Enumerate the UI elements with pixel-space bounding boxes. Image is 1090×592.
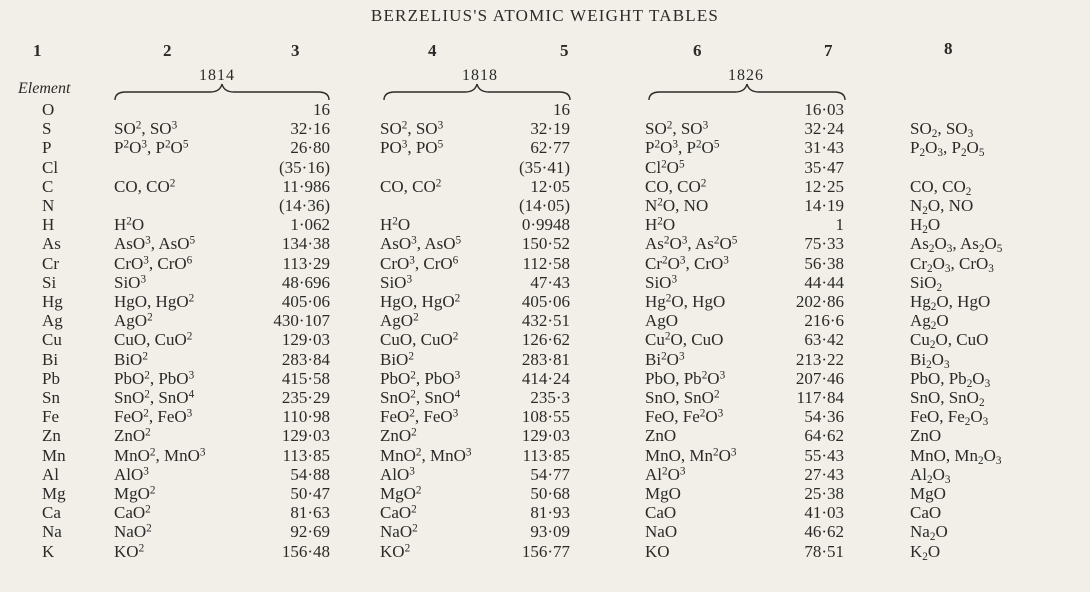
- formula-1814-cell: AsO$^3$, AsO$^5$: [114, 234, 196, 254]
- year-label-1818: 1818: [462, 67, 498, 84]
- formula-1826-cell: $Bi^2O^3$: [645, 349, 685, 369]
- weight-1814-cell: 113·85: [282, 445, 330, 465]
- weight-1826-cell: 41·03: [804, 503, 844, 523]
- weight-1814-cell: 26·80: [290, 138, 330, 158]
- formula-1814-cell: SnO$^2$, SnO$^4$: [114, 388, 195, 407]
- weight-1814-cell: 16: [313, 100, 330, 119]
- modern-formula-cell: $Bi_2O_3$: [910, 349, 950, 371]
- modern-formula-cell: $As_2O_3$, $As_2O_5$: [910, 234, 1003, 256]
- formula-1814-cell: SiO$^3$: [114, 272, 147, 292]
- formula-1826-cell: $Cr^2O^3$, CrO$^3$: [645, 253, 729, 273]
- formula-1818-cell: CO, $CO^2$: [380, 176, 442, 196]
- column-number-6: 6: [693, 41, 702, 60]
- element-cell: Bi: [42, 349, 59, 369]
- table-row: [0, 120, 1090, 138]
- element-cell: Zn: [42, 426, 61, 446]
- element-cell: O: [42, 100, 55, 119]
- column-number-5: 5: [560, 41, 569, 60]
- modern-formula-cell: CaO: [910, 503, 942, 523]
- weight-1814-cell: 110·98: [282, 407, 330, 427]
- formula-1814-cell: AgO$^2$: [114, 311, 153, 331]
- weight-1818-cell: 150·52: [521, 234, 570, 254]
- formula-1826-cell: $Al^2O^3$: [645, 464, 686, 484]
- formula-1818-cell: AlO$^3$: [380, 464, 415, 484]
- element-cell: Sn: [42, 388, 60, 407]
- formula-1814-cell: AlO$^3$: [114, 464, 149, 484]
- weight-1818-cell: 235·3: [530, 388, 570, 407]
- table-row: [0, 522, 1090, 544]
- weight-1818-cell: 62·77: [530, 138, 570, 158]
- weight-1814-cell: 32·16: [290, 119, 330, 139]
- table-row: [0, 485, 1090, 503]
- weight-1818-cell: 432·51: [521, 311, 570, 331]
- table-row: [0, 159, 1090, 177]
- element-cell: Si: [42, 272, 57, 292]
- table-row: [0, 330, 1090, 352]
- modern-formula-cell: ZnO: [910, 426, 942, 446]
- modern-formula-cell: $Ag_2O$: [910, 311, 949, 332]
- formula-1818-cell: $SO^2$, $SO^3$: [380, 119, 444, 139]
- modern-formula-cell: $H_2O$: [910, 215, 941, 236]
- weight-1818-cell: 16: [553, 100, 570, 119]
- column-number-7: 7: [824, 41, 833, 60]
- element-cell: Cu: [42, 330, 62, 350]
- column-number-4: 4: [428, 41, 437, 60]
- formula-1826-cell: KO: [645, 541, 670, 561]
- weight-1826-cell: 12·25: [804, 176, 844, 196]
- modern-formula-cell: SiO$_2$: [910, 272, 943, 294]
- weight-1826-cell: 31·43: [804, 138, 844, 158]
- formula-1814-cell: CrO$^3$, CrO$^6$: [114, 253, 193, 273]
- table-row: [0, 101, 1090, 119]
- element-cell: Al: [42, 464, 59, 484]
- weight-1814-cell: 54·88: [290, 464, 330, 484]
- formula-1826-cell: $N^2O$, NO: [645, 196, 709, 215]
- formula-1814-cell: BiO$^2$: [114, 349, 148, 369]
- modern-formula-cell: $Al_2O_3$: [910, 464, 951, 486]
- weight-1826-cell: 14·19: [804, 196, 844, 215]
- weight-1814-cell: 11·986: [282, 176, 330, 196]
- formula-1826-cell: NaO: [645, 522, 678, 542]
- element-column-header: Element: [18, 80, 71, 97]
- weight-1814-cell: 129·03: [281, 426, 330, 446]
- formula-1818-cell: $PO^3$, $PO^5$: [380, 138, 444, 158]
- weight-1818-cell: 0·9948: [521, 215, 570, 235]
- modern-formula-cell: $Hg_2O$, HgO: [910, 292, 991, 313]
- element-cell: Pb: [42, 368, 60, 388]
- weight-1818-cell: 283·81: [521, 349, 570, 369]
- modern-formula-cell: SnO, SnO$_2$: [910, 388, 985, 409]
- weight-1826-cell: 32·24: [804, 119, 844, 139]
- formula-1818-cell: NaO$^2$: [380, 522, 418, 542]
- table-title: BERZELIUS'S ATOMIC WEIGHT TABLES: [370, 6, 720, 25]
- element-cell: K: [42, 541, 55, 561]
- year-label-1814: 1814: [199, 67, 235, 84]
- formula-1814-cell: $H^2O$: [114, 215, 145, 235]
- modern-formula-cell: $SO_2$, $SO_3$: [910, 119, 974, 140]
- element-cell: Mg: [42, 484, 66, 503]
- weight-1814-cell: 134·38: [281, 234, 330, 254]
- formula-1818-cell: AsO$^3$, AsO$^5$: [380, 234, 462, 254]
- table-row: [0, 389, 1090, 407]
- weight-1818-cell: 93·09: [530, 522, 570, 542]
- element-cell: Hg: [42, 292, 63, 311]
- formula-1818-cell: CuO, CuO$^2$: [380, 330, 459, 350]
- weight-1818-cell: 405·06: [521, 292, 570, 311]
- weight-1826-cell: 216·6: [804, 311, 844, 331]
- weight-1814-cell: (14·36): [279, 196, 330, 215]
- formula-1826-cell: MnO, $Mn^2O^3$: [645, 445, 737, 465]
- element-cell: Mn: [42, 445, 66, 465]
- weight-1814-cell: 283·84: [281, 349, 330, 369]
- formula-1826-cell: $SO^2$, $SO^3$: [645, 119, 709, 139]
- brace-1814: [114, 82, 330, 102]
- formula-1826-cell: PbO, $Pb^2O^3$: [645, 368, 726, 388]
- formula-1826-cell: $P^2O^3$, $P^2O^5$: [645, 138, 720, 158]
- formula-1814-cell: $P^2O^3$, $P^2O^5$: [114, 138, 189, 158]
- weight-1818-cell: 414·24: [521, 368, 570, 388]
- table-row: [0, 255, 1090, 273]
- element-cell: Cl: [42, 157, 59, 177]
- weight-1826-cell: 54·36: [804, 407, 844, 427]
- element-cell: Ag: [42, 311, 63, 331]
- formula-1818-cell: CaO$^2$: [380, 503, 417, 523]
- weight-1818-cell: 12·05: [530, 176, 570, 196]
- weight-1814-cell: 415·58: [281, 368, 330, 388]
- weight-1826-cell: 78·51: [804, 541, 844, 561]
- formula-1814-cell: $SO^2$, $SO^3$: [114, 119, 178, 139]
- weight-1826-cell: 207·46: [795, 368, 844, 388]
- formula-1814-cell: NaO$^2$: [114, 522, 152, 542]
- table-row: [0, 504, 1090, 522]
- weight-1814-cell: 48·696: [281, 272, 330, 292]
- modern-formula-cell: $K_2O$: [910, 541, 941, 563]
- table-row: [0, 427, 1090, 445]
- weight-1818-cell: 50·68: [530, 484, 570, 503]
- table-row: [0, 216, 1090, 234]
- column-number-2: 2: [163, 41, 172, 60]
- table-row: [0, 197, 1090, 215]
- weight-1818-cell: 156·77: [521, 541, 570, 561]
- weight-1818-cell: (14·05): [519, 196, 570, 215]
- formula-1826-cell: $As^2O^3$, $As^2O^5$: [645, 234, 738, 254]
- weight-1826-cell: 117·84: [796, 388, 844, 407]
- formula-1814-cell: PbO$^2$, PbO$^3$: [114, 368, 195, 388]
- element-cell: C: [42, 176, 54, 196]
- weight-1826-cell: 202·86: [795, 292, 844, 311]
- formula-1814-cell: MnO$^2$, MnO$^3$: [114, 445, 206, 465]
- weight-1818-cell: 112·58: [522, 253, 570, 273]
- table-row: [0, 351, 1090, 369]
- formula-1826-cell: SnO, SnO$^2$: [645, 388, 720, 407]
- modern-formula-cell: PbO, $Pb_2O_3$: [910, 368, 991, 390]
- weight-1826-cell: 1: [835, 215, 844, 235]
- formula-1818-cell: MgO$^2$: [380, 484, 422, 503]
- table-row: [0, 408, 1090, 426]
- formula-1826-cell: AgO: [645, 311, 679, 331]
- weight-1814-cell: 81·63: [290, 503, 330, 523]
- formula-1814-cell: CO, $CO^2$: [114, 176, 176, 196]
- formula-1818-cell: FeO$^2$, FeO$^3$: [380, 407, 459, 427]
- weight-1826-cell: 213·22: [795, 349, 844, 369]
- weight-1826-cell: 46·62: [804, 522, 844, 542]
- formula-1814-cell: FeO$^2$, FeO$^3$: [114, 407, 193, 427]
- weight-1826-cell: 55·43: [804, 445, 844, 465]
- weight-1818-cell: 47·43: [530, 272, 570, 292]
- formula-1826-cell: FeO, $Fe^2O^3$: [645, 407, 724, 427]
- table-row: [0, 234, 1090, 256]
- formula-1826-cell: $Cl^2O^5$: [645, 157, 685, 177]
- modern-formula-cell: MgO: [910, 484, 946, 503]
- weight-1814-cell: 405·06: [281, 292, 330, 311]
- table-row: [0, 274, 1090, 292]
- weight-1814-cell: 129·03: [281, 330, 330, 350]
- modern-formula-cell: FeO, $Fe_2O_3$: [910, 407, 989, 428]
- table-row: [0, 543, 1090, 561]
- brace-1826: [648, 82, 846, 102]
- formula-1814-cell: $KO^2$: [114, 541, 145, 561]
- weight-1814-cell: 1·062: [290, 215, 330, 235]
- weight-1826-cell: 63·42: [804, 330, 844, 350]
- formula-1818-cell: AgO$^2$: [380, 311, 419, 331]
- formula-1826-cell: CaO: [645, 503, 677, 523]
- weight-1818-cell: 129·03: [521, 426, 570, 446]
- formula-1818-cell: PbO$^2$, PbO$^3$: [380, 368, 461, 388]
- formula-1826-cell: $H^2O$: [645, 215, 676, 235]
- formula-1818-cell: $KO^2$: [380, 541, 411, 561]
- modern-formula-cell: $Cu_2O$, CuO: [910, 330, 989, 352]
- formula-1818-cell: HgO, HgO$^2$: [380, 292, 461, 311]
- table-row: [0, 293, 1090, 311]
- formula-1814-cell: CuO, CuO$^2$: [114, 330, 193, 350]
- weight-1818-cell: 126·62: [521, 330, 570, 350]
- formula-1818-cell: ZnO$^2$: [380, 426, 417, 446]
- formula-1814-cell: MgO$^2$: [114, 484, 156, 503]
- weight-1818-cell: 81·93: [530, 503, 570, 523]
- weight-1826-cell: 75·33: [804, 234, 844, 254]
- formula-1818-cell: CrO$^3$, CrO$^6$: [380, 253, 459, 273]
- weight-1814-cell: 156·48: [281, 541, 330, 561]
- formula-1818-cell: $H^2O$: [380, 215, 411, 235]
- table-row: [0, 138, 1090, 160]
- formula-1814-cell: CaO$^2$: [114, 503, 151, 523]
- formula-1826-cell: SiO$^3$: [645, 272, 678, 292]
- weight-1826-cell: 44·44: [804, 272, 844, 292]
- weight-1814-cell: 430·107: [273, 311, 330, 331]
- weight-1826-cell: 27·43: [804, 464, 844, 484]
- element-cell: As: [42, 234, 61, 254]
- weight-1814-cell: 235·29: [281, 388, 330, 407]
- formula-1826-cell: CO, $CO^2$: [645, 176, 707, 196]
- table-row: [0, 447, 1090, 465]
- element-cell: N: [42, 196, 55, 215]
- column-number-1: 1: [33, 41, 42, 60]
- weight-1826-cell: 64·62: [804, 426, 844, 446]
- weight-1818-cell: 113·85: [522, 445, 570, 465]
- modern-formula-cell: $P_2O_3$, $P_2O_5$: [910, 138, 985, 160]
- column-number-8: 8: [944, 39, 953, 58]
- weight-1814-cell: 92·69: [290, 522, 330, 542]
- table-row: [0, 312, 1090, 330]
- element-cell: Fe: [42, 407, 59, 427]
- formula-1818-cell: MnO$^2$, MnO$^3$: [380, 445, 472, 465]
- formula-1814-cell: HgO, HgO$^2$: [114, 292, 195, 311]
- modern-formula-cell: CO, $CO_2$: [910, 176, 972, 198]
- formula-1826-cell: Hg$^2$O, HgO: [645, 292, 726, 311]
- table-row: [0, 370, 1090, 388]
- formula-1814-cell: ZnO$^2$: [114, 426, 151, 446]
- element-cell: S: [42, 119, 52, 139]
- element-cell: Na: [42, 522, 62, 542]
- weight-1818-cell: 108·55: [521, 407, 570, 427]
- formula-1826-cell: MgO: [645, 484, 681, 503]
- modern-formula-cell: $Cr_2O_3$, CrO$_3$: [910, 253, 994, 275]
- element-cell: Cr: [42, 253, 59, 273]
- weight-1814-cell: 50·47: [290, 484, 330, 503]
- year-label-1826: 1826: [728, 67, 764, 84]
- weight-1826-cell: 25·38: [804, 484, 844, 503]
- weight-1814-cell: (35·16): [279, 157, 330, 177]
- formula-1826-cell: Cu$^2$O, CuO: [645, 330, 724, 350]
- weight-1826-cell: 56·38: [804, 253, 844, 273]
- weight-1826-cell: 16·03: [804, 100, 844, 119]
- weight-1818-cell: (35·41): [519, 157, 570, 177]
- table-row: [0, 466, 1090, 484]
- formula-1818-cell: SnO$^2$, SnO$^4$: [380, 388, 461, 407]
- table-row: [0, 178, 1090, 196]
- formula-1818-cell: SiO$^3$: [380, 272, 413, 292]
- formula-1818-cell: BiO$^2$: [380, 349, 414, 369]
- weight-1826-cell: 35·47: [804, 157, 844, 177]
- weight-1818-cell: 54·77: [530, 464, 570, 484]
- element-cell: P: [42, 138, 52, 158]
- modern-formula-cell: $Na_2O$: [910, 522, 948, 544]
- weight-1818-cell: 32·19: [530, 119, 570, 139]
- column-number-3: 3: [291, 41, 300, 60]
- brace-1818: [383, 82, 571, 102]
- modern-formula-cell: MnO, $Mn_2O_3$: [910, 445, 1002, 467]
- element-cell: H: [42, 215, 55, 235]
- weight-1814-cell: 113·29: [282, 253, 330, 273]
- formula-1826-cell: ZnO: [645, 426, 677, 446]
- element-cell: Ca: [42, 503, 61, 523]
- modern-formula-cell: $N_2O$, NO: [910, 196, 974, 217]
